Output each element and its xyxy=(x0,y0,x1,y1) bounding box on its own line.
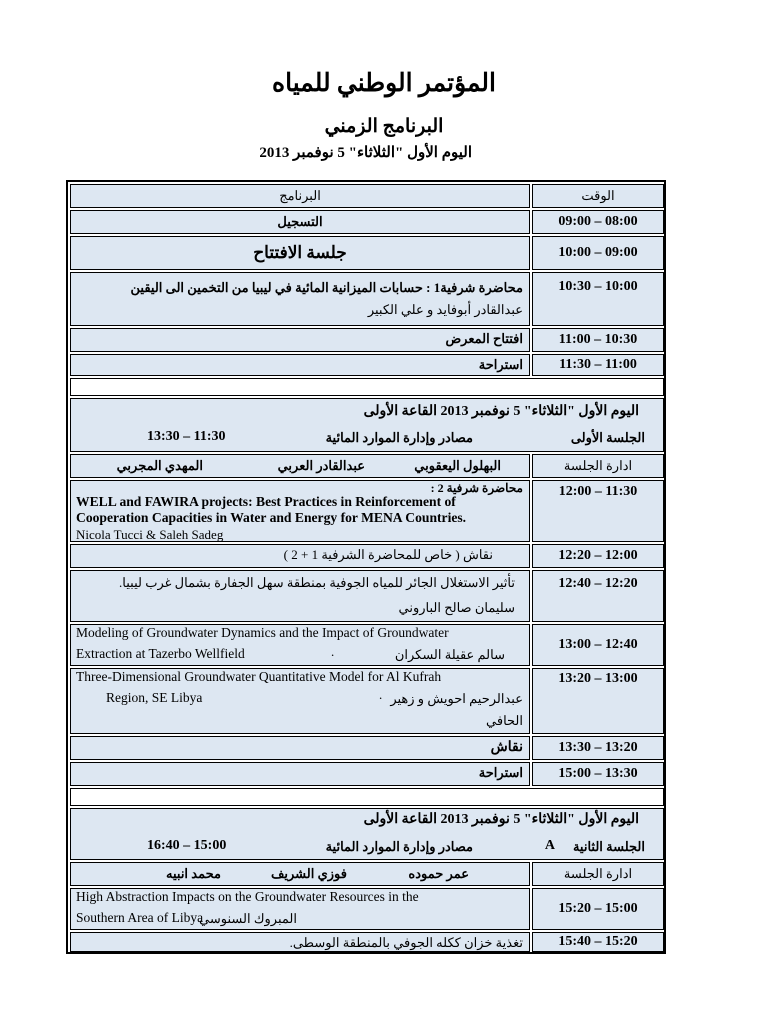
row-paper-tazerbo xyxy=(70,624,530,666)
row-break-2: استراحة xyxy=(70,762,530,786)
row-paper-kikla-time: 15:40 – 15:20 xyxy=(532,932,664,952)
row-opening-session-time: 10:00 – 09:00 xyxy=(532,236,664,270)
day-line: اليوم الأول "الثلاثاء" 5 نوفمبر 2013 xyxy=(259,145,472,161)
session-2-time: 16:40 – 15:00 xyxy=(147,838,227,853)
row-exhibition-opening-time: 11:00 – 10:30 xyxy=(532,328,664,352)
row-break-1-time: 11:30 – 11:00 xyxy=(532,354,664,376)
session-1-chair-1: البهلول اليعقوبي xyxy=(414,458,501,473)
session-2-chairs xyxy=(70,862,530,886)
row-keynote-1-time: 10:30 – 10:00 xyxy=(532,272,664,326)
row-keynote-1 xyxy=(70,272,530,326)
row-paper-jefara-time: 12:40 – 12:20 xyxy=(532,570,664,622)
row-break-2-time: 15:00 – 13:30 xyxy=(532,762,664,786)
row-registration: التسجيل xyxy=(70,210,530,234)
paper-southern-author: المبروك السنوسي xyxy=(199,911,297,926)
paper-jefara-author: سليمان صالح الباروني xyxy=(398,600,515,615)
session-1-chair-2: عبدالقادر العربي xyxy=(277,458,365,473)
session-1-chair-label: ادارة الجلسة xyxy=(532,454,664,478)
paper-tazerbo-author: سالم عقيلة السكران xyxy=(394,647,505,662)
row-opening-session: جلسة الافتتاح xyxy=(70,236,530,270)
paper-kufrah-title-1: Three-Dimensional Groundwater Quantitative Model for Al Kufrah xyxy=(76,669,442,684)
keynote-1-authors: عبدالقادر أبوفايد و علي الكبير xyxy=(367,302,523,317)
row-paper-southern-time: 15:20 – 15:00 xyxy=(532,888,664,930)
row-keynote-2-time: 12:00 – 11:30 xyxy=(532,480,664,542)
paper-kufrah-author-2: الحافي xyxy=(486,713,523,728)
session-1-name: الجلسة الأولى xyxy=(570,430,645,445)
row-exhibition-opening: افتتاح المعرض xyxy=(70,328,530,352)
row-discussion-2-time: 13:30 – 13:20 xyxy=(532,736,664,760)
paper-southern-title-2: Southern Area of Libya xyxy=(76,910,204,925)
keynote-2-authors: Nicola Tucci & Saleh Sadeg xyxy=(76,527,224,542)
row-break-1: استراحة xyxy=(70,354,530,376)
session-1-header xyxy=(70,398,664,452)
conference-title: المؤتمر الوطني للمياه xyxy=(272,70,496,97)
session-2-chair-2: فوزي الشريف xyxy=(270,866,347,881)
session-1-chair-3: المهدي المجربي xyxy=(116,458,203,473)
row-discussion-1: نقاش ( خاص للمحاضرة الشرفية 1 + 2 ) xyxy=(70,544,530,568)
session-1-topic: مصادر وإدارة الموارد المائية xyxy=(325,430,473,445)
row-paper-kikla: تغذية خزان ككله الجوفي بالمنطقة الوسطى. xyxy=(70,932,530,952)
row-keynote-2 xyxy=(70,480,530,542)
schedule-table xyxy=(66,180,666,954)
spacer-row xyxy=(70,378,664,396)
program-subtitle: البرنامج الزمني xyxy=(324,116,444,137)
session-2-name: الجلسة الثانية xyxy=(572,839,645,854)
paper-kufrah-title-2: Region, SE Libya xyxy=(106,690,203,705)
session-2-day: اليوم الأول "الثلاثاء" 5 نوفمبر 2013 القاعة الأولى xyxy=(363,812,639,827)
session-1-chairs xyxy=(70,454,530,478)
paper-tazerbo-title-2: Extraction at Tazerbo Wellfield xyxy=(76,646,245,661)
paper-kufrah-author-1: عبدالرحيم احويش و زهير xyxy=(390,691,523,706)
session-1-day: اليوم الأول "الثلاثاء" 5 نوفمبر 2013 القاعة الأولى xyxy=(363,404,639,419)
column-header-program: البرنامج xyxy=(70,184,530,208)
keynote-2-title: WELL and FAWIRA projects: Best Practices in Reinforcement of Cooperation Capacities in Water and Energy for MENA Countries. xyxy=(76,494,467,525)
row-paper-kufrah-time: 13:20 – 13:00 xyxy=(532,668,664,734)
session-2-topic: مصادر وإدارة الموارد المائية xyxy=(325,839,473,854)
session-2-chair-3: محمد انبيه xyxy=(166,866,221,881)
row-paper-jefara xyxy=(70,570,530,622)
row-paper-southern xyxy=(70,888,530,930)
keynote-1-title: محاضرة شرفية1 : حسابات الميزانية المائية في ليبيا من التخمين الى اليقين xyxy=(130,280,523,295)
row-registration-time: 09:00 – 08:00 xyxy=(532,210,664,234)
row-discussion-2: نقاش xyxy=(70,736,530,760)
session-2-chair-label: ادارة الجلسة xyxy=(532,862,664,886)
spacer-row-2 xyxy=(70,788,664,806)
paper-kufrah-dot: . xyxy=(379,687,383,702)
keynote-2-label: محاضرة شرفية 2 : xyxy=(430,481,523,495)
paper-tazerbo-title-1: Modeling of Groundwater Dynamics and the Impact of Groundwater xyxy=(76,625,449,640)
paper-jefara-title: تأثير الاستغلال الجائر للمياه الجوفية بمنطقة سهل الجفارة بشمال غرب ليبيا. xyxy=(119,575,515,590)
column-header-time: الوقت xyxy=(532,184,664,208)
row-discussion-1-time: 12:20 – 12:00 xyxy=(532,544,664,568)
session-1-time: 13:30 – 11:30 xyxy=(147,429,226,444)
session-2-header xyxy=(70,808,664,860)
session-2-letter: A xyxy=(544,838,555,853)
session-2-chair-1: عمر حموده xyxy=(408,866,469,881)
paper-tazerbo-dot: . xyxy=(331,644,335,659)
paper-southern-title-1: High Abstraction Impacts on the Groundwater Resources in the xyxy=(76,889,419,904)
row-paper-kufrah xyxy=(70,668,530,734)
row-paper-tazerbo-time: 13:00 – 12:40 xyxy=(532,624,664,666)
